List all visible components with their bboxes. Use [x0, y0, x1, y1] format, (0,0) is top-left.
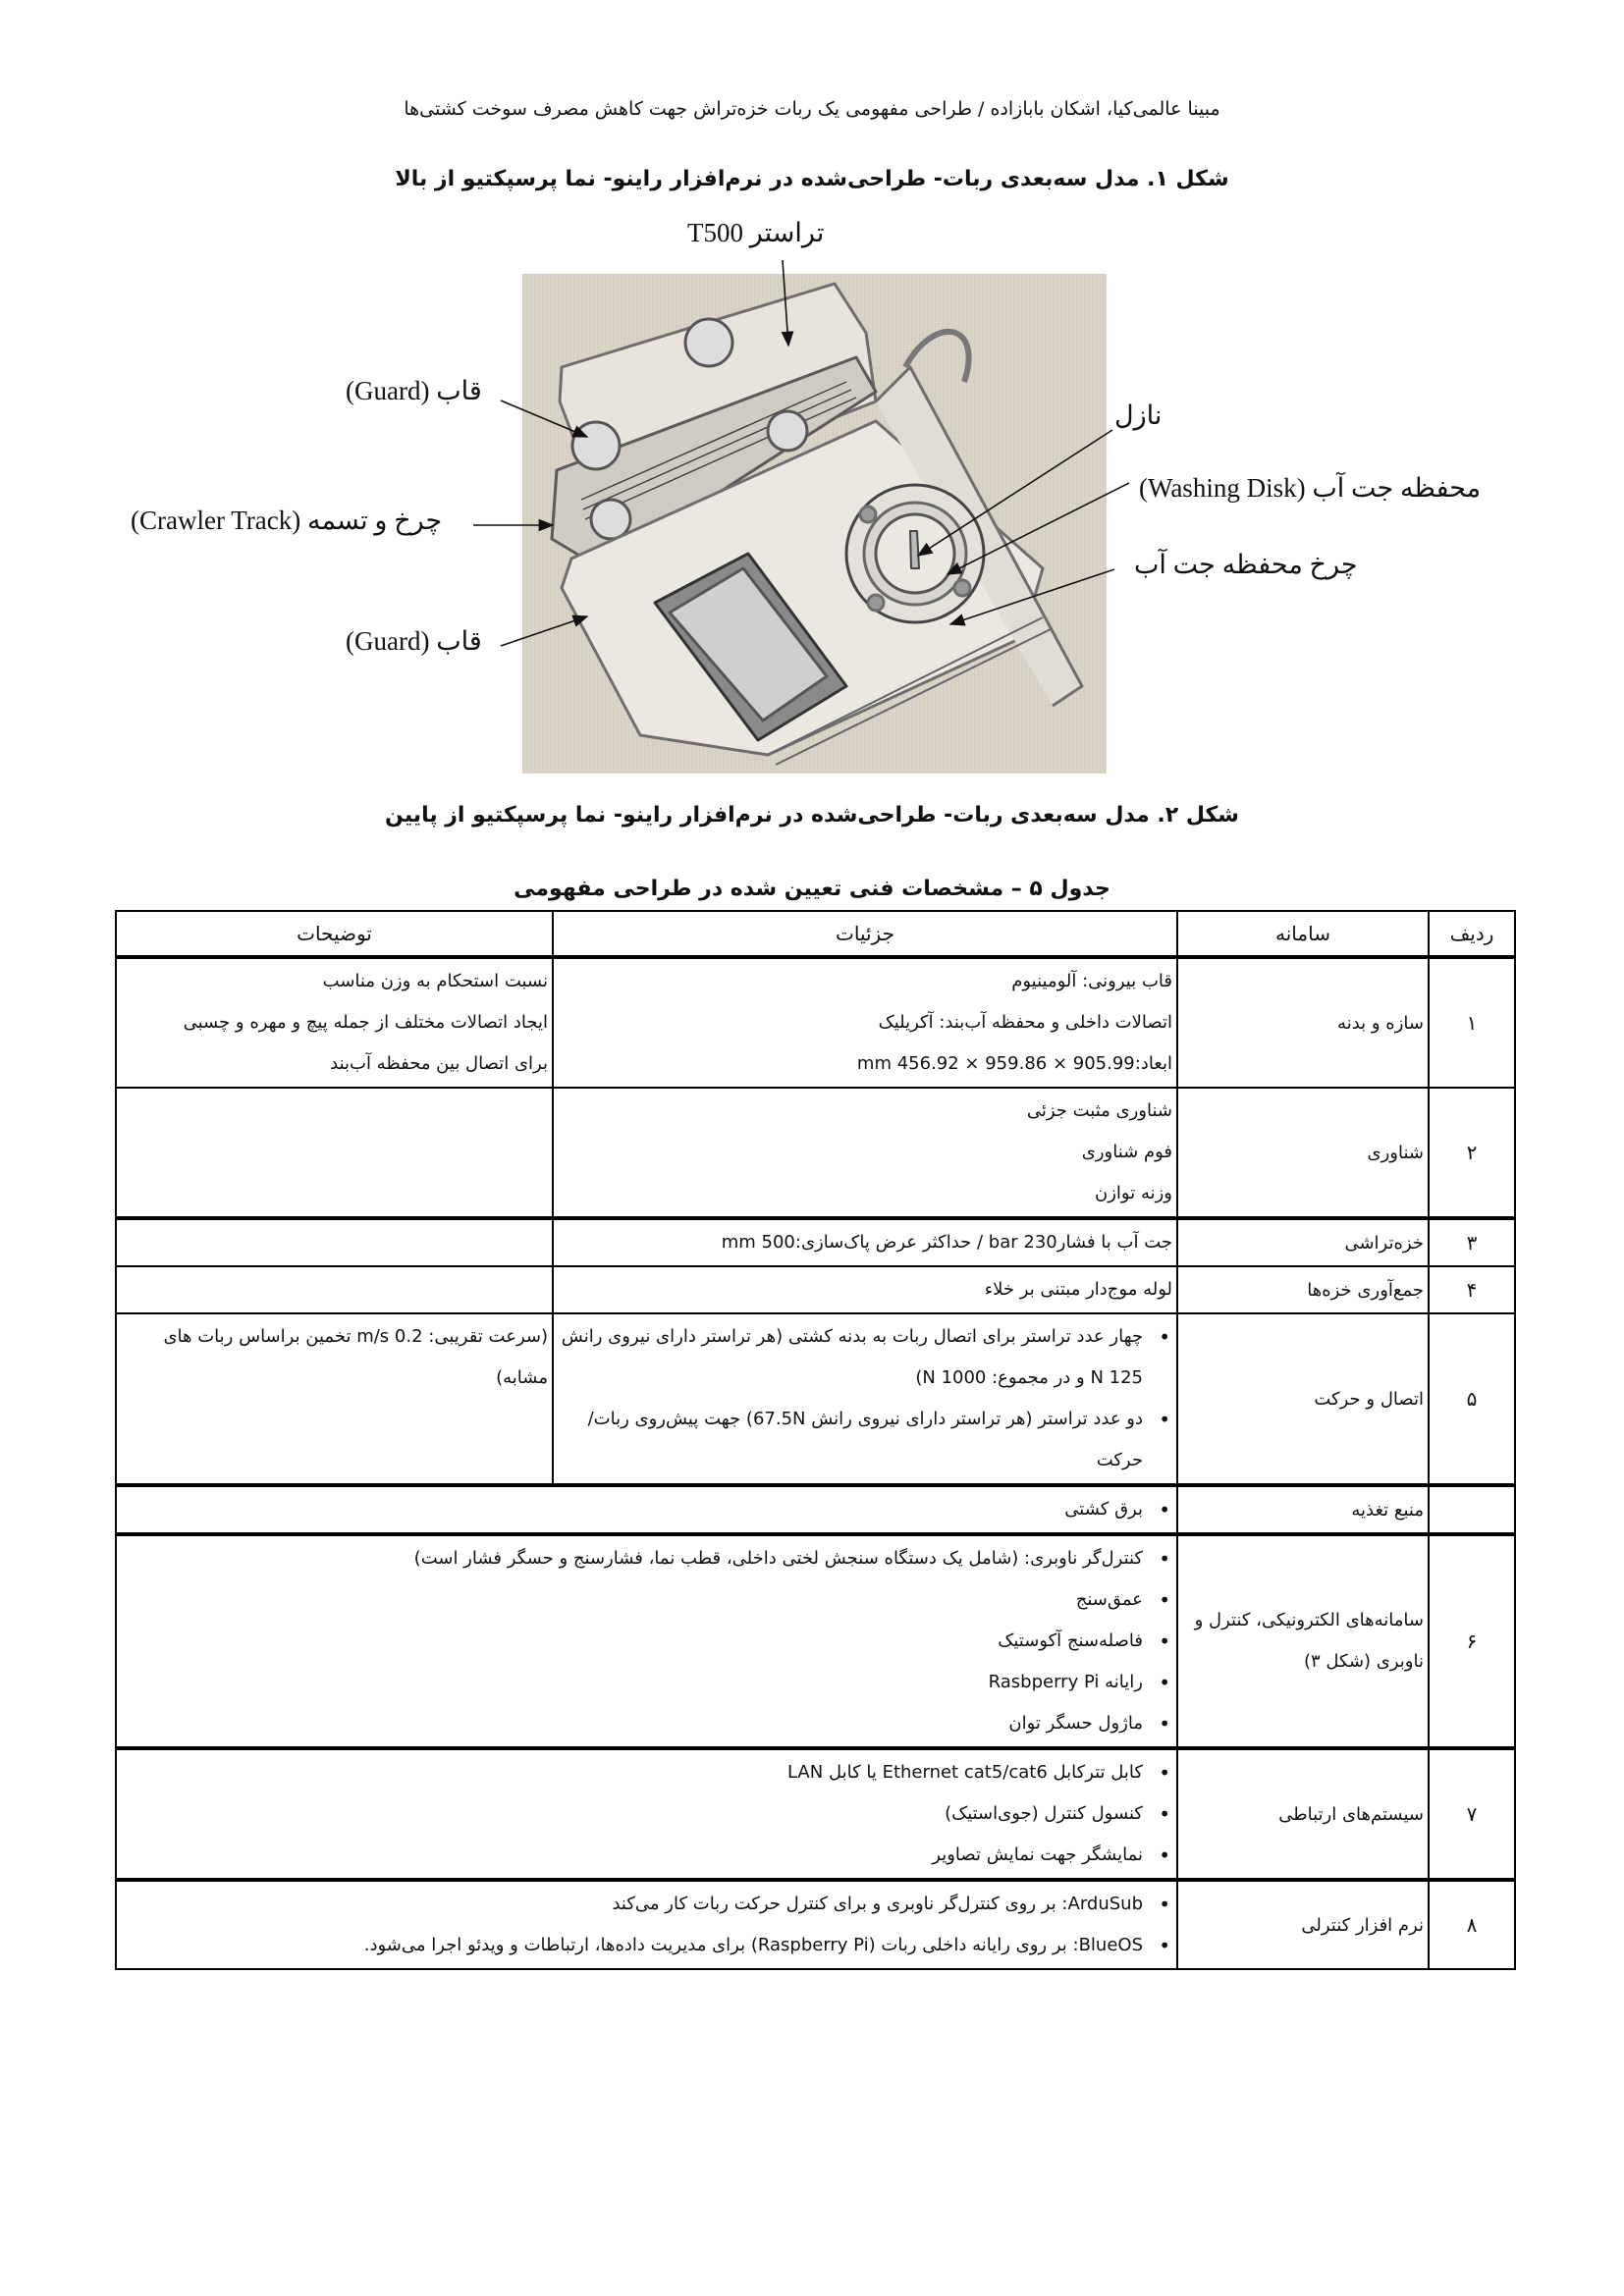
- note-line: برای اتصال بین محفظه آب‌بند: [330, 1053, 548, 1074]
- row-system: سازه و بدنه: [1177, 957, 1429, 1088]
- detail-line: لوله موج‌دار مبتنی بر خلاء: [984, 1279, 1172, 1300]
- row-details: [116, 1534, 1177, 1748]
- label-guard-bottom: قاب (Guard): [346, 626, 482, 656]
- table-row: [116, 1485, 1515, 1534]
- detail-bullet: • برق کشتی: [121, 1489, 1143, 1530]
- detail-bullets: [121, 1884, 1172, 1966]
- header-notes: توضیحات: [116, 911, 553, 957]
- detail-bullet: • عمق‌سنج: [121, 1579, 1143, 1621]
- note-line: نسبت استحکام به وزن مناسب: [322, 971, 548, 991]
- row-system: جمع‌آوری خزه‌ها: [1177, 1266, 1429, 1313]
- detail-bullet: • BlueOS: بر روی رایانه داخلی ربات (Raspberry Pi) برای مدیریت داده‌ها، ارتباطات و ویدئو اجرا می‌شود.: [121, 1925, 1143, 1966]
- detail-line: ابعاد:905.99 × 959.86 × 456.92 mm: [856, 1053, 1172, 1074]
- thruster-wheel: [685, 319, 732, 366]
- detail-bullet: • کابل تترکابل Ethernet cat5/cat6 یا کابل LAN: [121, 1752, 1143, 1793]
- detail-bullet: • فاصله‌سنج آکوستیک: [121, 1621, 1143, 1662]
- row-notes: [116, 1088, 553, 1218]
- row-details: [116, 1485, 1177, 1534]
- table-row: [116, 1088, 1515, 1218]
- thruster-wheel: [572, 422, 620, 469]
- robot-3d-model-figure: [522, 274, 1107, 774]
- detail-bullet: • کنترل‌گر ناوبری: (شامل یک دستگاه سنجش لختی داخلی، قطب نما، فشارسنج و حسگر فشار است): [121, 1538, 1143, 1579]
- row-number: ۵: [1429, 1313, 1515, 1485]
- row-notes: [116, 957, 553, 1088]
- figure2-caption: شکل ۲. مدل سه‌بعدی ربات- طراحی‌شده در نرم‌افزار راینو- نما پرسپکتیو از پایین: [385, 803, 1239, 828]
- row-number: ۳: [1429, 1218, 1515, 1266]
- row-details: [553, 1313, 1177, 1485]
- table-row: [116, 1748, 1515, 1880]
- row-details: [553, 1088, 1177, 1218]
- detail-bullet: • رایانه Rasbperry Pi: [121, 1662, 1143, 1703]
- row-system: شناوری: [1177, 1088, 1429, 1218]
- row-details: [553, 1218, 1177, 1266]
- row-number: ۶: [1429, 1534, 1515, 1748]
- label-washing-disk: محفظه جت آب (Washing Disk): [1139, 473, 1482, 503]
- row-number: ۱: [1429, 957, 1515, 1088]
- running-header: مبینا عالمی‌کیا، اشکان بابازاده / طراحی مفهومی یک ربات خزه‌تراش جهت کاهش مصرف سوخت کشتی‌ها: [404, 98, 1220, 120]
- row-notes: [116, 1266, 553, 1313]
- row-details: [116, 1880, 1177, 1969]
- detail-bullets: [121, 1538, 1172, 1744]
- figure1-caption: شکل ۱. مدل سه‌بعدی ربات- طراحی‌شده در نرم‌افزار راینو- نما پرسپکتیو از بالا: [395, 167, 1229, 191]
- table-row: [116, 1313, 1515, 1485]
- table-caption: جدول ۵ – مشخصات فنی تعیین شده در طراحی مفهومی: [514, 877, 1110, 901]
- row-system: خزه‌تراشی: [1177, 1218, 1429, 1266]
- row-notes: [116, 1313, 553, 1485]
- row-system: سیستم‌های ارتباطی: [1177, 1748, 1429, 1880]
- row-number: ۲: [1429, 1088, 1515, 1218]
- technical-specs-table: [115, 910, 1516, 1970]
- table-row: [116, 1534, 1515, 1748]
- row-system: اتصال و حرکت: [1177, 1313, 1429, 1485]
- table-row: [116, 1880, 1515, 1969]
- table-row: [116, 1218, 1515, 1266]
- note-line: (سرعت تقریبی: 0.2 m/s تخمین براساس ربات های مشابه): [163, 1326, 548, 1388]
- row-system: نرم افزار کنترلی: [1177, 1880, 1429, 1969]
- row-details: [116, 1748, 1177, 1880]
- detail-line: قاب بیرونی: آلومینیوم: [1011, 971, 1172, 991]
- detail-bullets: [121, 1752, 1172, 1876]
- label-washing-disk-wheel: چرخ محفظه جت آب: [1134, 550, 1358, 579]
- label-guard-top: قاب (Guard): [346, 376, 482, 405]
- header-details: جزئیات: [553, 911, 1177, 957]
- note-line: ایجاد اتصالات مختلف از جمله پیچ و مهره و چسبی: [183, 1012, 548, 1033]
- header-row-number: ردیف: [1429, 911, 1515, 957]
- detail-line: وزنه توازن: [1095, 1183, 1172, 1203]
- detail-bullet: • ماژول حسگر توان: [121, 1703, 1143, 1744]
- header-system: سامانه: [1177, 911, 1429, 957]
- detail-bullet: • دو عدد تراستر (هر تراستر دارای نیروی رانش 67.5N) جهت پیش‌روی ربات/ حرکت: [558, 1399, 1143, 1481]
- detail-bullet: • نمایشگر جهت نمایش تصاویر: [121, 1835, 1143, 1876]
- row-number: ۸: [1429, 1880, 1515, 1969]
- nozzle: [910, 531, 919, 568]
- label-nozzle: نازل: [1114, 400, 1163, 430]
- label-thruster: تراستر T500: [687, 218, 825, 247]
- disk-wheel: [868, 595, 884, 611]
- label-crawler-track: چرخ و تسمه (Crawler Track): [131, 506, 443, 535]
- detail-bullet: • کنسول کنترل (جوی‌استیک): [121, 1793, 1143, 1835]
- row-system: سامانه‌های الکترونیکی، کنترل و ناوبری (شکل ۳): [1177, 1534, 1429, 1748]
- robot-drawing: [522, 274, 1107, 774]
- detail-bullet: • ArduSub: بر روی کنترل‌گر ناوبری و برای کنترل حرکت ربات کار می‌کند: [121, 1884, 1143, 1925]
- row-number: [1429, 1485, 1515, 1534]
- row-number: ۷: [1429, 1748, 1515, 1880]
- detail-line: فوم شناوری: [1081, 1142, 1172, 1162]
- table-row: [116, 1266, 1515, 1313]
- row-details: [553, 957, 1177, 1088]
- detail-bullet: • چهار عدد تراستر برای اتصال ربات به بدنه کشتی (هر تراستر دارای نیروی رانش 125 N و در مجموع: 1000 N): [558, 1316, 1143, 1399]
- thruster-wheel: [768, 411, 807, 451]
- detail-bullets: [558, 1316, 1172, 1481]
- detail-line: اتصالات داخلی و محفظه آب‌بند: آکریلیک: [878, 1012, 1172, 1033]
- detail-line: شناوری مثبت جزئی: [1026, 1100, 1172, 1121]
- row-system: منبع تغذیه: [1177, 1485, 1429, 1534]
- row-number: ۴: [1429, 1266, 1515, 1313]
- disk-wheel: [860, 507, 876, 522]
- row-details: [553, 1266, 1177, 1313]
- detail-line: جت آب با فشار230 bar / حداکثر عرض پاک‌سازی:500 mm: [721, 1232, 1172, 1253]
- detail-bullets: [121, 1489, 1172, 1530]
- disk-wheel: [954, 580, 970, 596]
- table-row: [116, 957, 1515, 1088]
- row-notes: [116, 1218, 553, 1266]
- table-header-row: [116, 911, 1515, 957]
